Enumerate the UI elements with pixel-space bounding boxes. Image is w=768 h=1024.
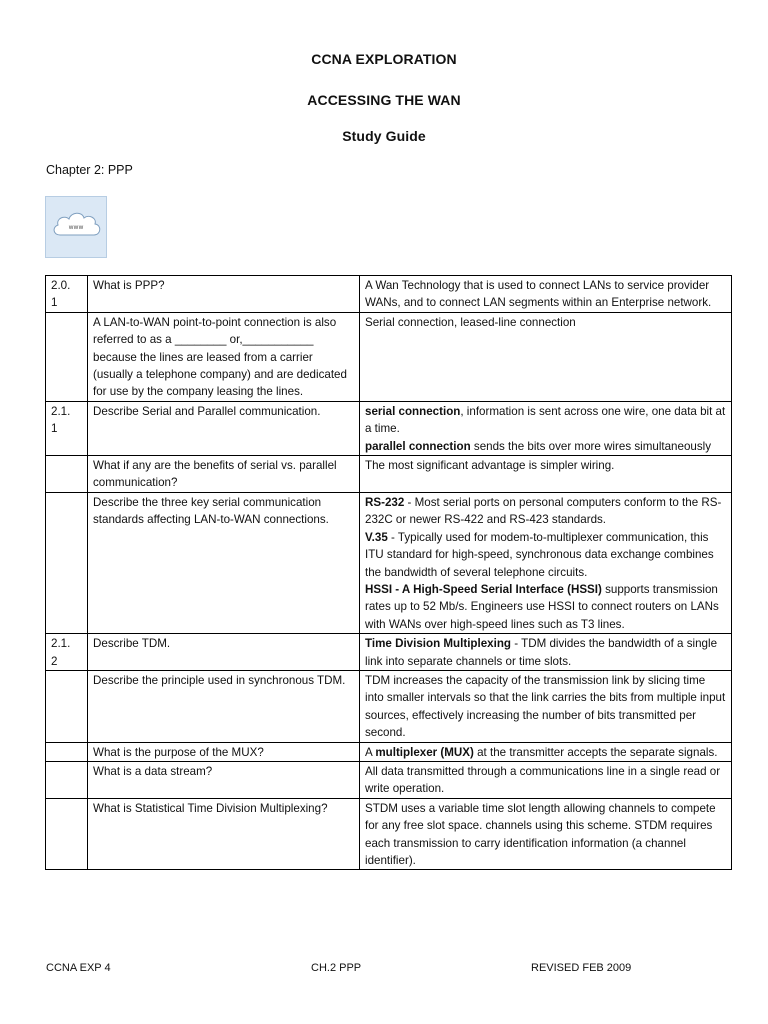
table-row bbox=[46, 312, 732, 401]
answer-cell: serial connection, information is sent across one wire, one data bit at a time. parallel connection sends the bits over more wires simultaneously bbox=[360, 401, 732, 455]
question-cell: What is a data stream? bbox=[88, 761, 360, 798]
question-cell: A LAN-to-WAN point-to-point connection is also referred to as a ________ or,___________ because the lines are leased from a carrier (usually a telephone company) and are dedicated for use by the company leasing the lines. bbox=[88, 312, 360, 401]
table-row bbox=[46, 276, 732, 313]
question-cell: Describe TDM. bbox=[88, 634, 360, 671]
answer-cell: A Wan Technology that is used to connect LANs to service provider WANs, and to connect LAN segments within an Enterprise network. bbox=[360, 276, 732, 313]
footer-right: REVISED FEB 2009 bbox=[531, 962, 632, 974]
section-number bbox=[46, 456, 88, 493]
answer-cell: The most significant advantage is simpler wiring. bbox=[360, 456, 732, 493]
table-row bbox=[46, 761, 732, 798]
cloud-image bbox=[45, 196, 107, 258]
table-row bbox=[46, 670, 732, 742]
answer-cell: RS-232 - Most serial ports on personal computers conform to the RS-232C or newer RS-422 and RS-423 standards. V.35 - Typically used for modem-to-multiplexer communication, this ITU standard for high-speed, synchronous data exchange combines the bandwidth of several telephone circuits. HSSI - A High-Speed Serial Interface (HSSI) supports transmission rates up to 52 Mb/s. Engineers use HSSI to connect routers on LANs with WANs over high-speed lines such as T3 lines. bbox=[360, 492, 732, 633]
table-row bbox=[46, 401, 732, 455]
table-row bbox=[46, 798, 732, 870]
section-number: 2.1. 1 bbox=[46, 401, 88, 455]
answer-cell: Serial connection, leased-line connection bbox=[360, 312, 732, 401]
question-cell: What is the purpose of the MUX? bbox=[88, 742, 360, 761]
cloud-icon bbox=[50, 209, 104, 243]
footer-left: CCNA EXP 4 bbox=[46, 962, 111, 974]
study-guide-table bbox=[45, 275, 732, 870]
table-row bbox=[46, 456, 732, 493]
question-cell: Describe the principle used in synchronous TDM. bbox=[88, 670, 360, 742]
section-number bbox=[46, 492, 88, 633]
table-row bbox=[46, 492, 732, 633]
doc-guide-label: Study Guide bbox=[342, 128, 426, 144]
footer-center: CH.2 PPP bbox=[311, 962, 362, 974]
doc-title: CCNA EXPLORATION bbox=[311, 51, 457, 67]
answer-cell: TDM increases the capacity of the transmission link by slicing time into smaller intervals so that the link carries the bits from multiple input sources, effectively increasing the number of bits transmitted per second. bbox=[360, 670, 732, 742]
question-cell: What is PPP? bbox=[88, 276, 360, 313]
answer-cell: STDM uses a variable time slot length allowing channels to compete for any free slot space. channels using this scheme. STDM requires each transmission to carry identification information (a channel identifier). bbox=[360, 798, 732, 870]
answer-cell: All data transmitted through a communications line in a single read or write operation. bbox=[360, 761, 732, 798]
section-number bbox=[46, 742, 88, 761]
section-number: 2.1. 2 bbox=[46, 634, 88, 671]
table-row bbox=[46, 742, 732, 761]
section-number bbox=[46, 670, 88, 742]
section-number: 2.0. 1 bbox=[46, 276, 88, 313]
section-number bbox=[46, 312, 88, 401]
answer-cell: Time Division Multiplexing - TDM divides the bandwidth of a single link into separate channels or time slots. bbox=[360, 634, 732, 671]
question-cell: Describe the three key serial communication standards affecting LAN-to-WAN connections. bbox=[88, 492, 360, 633]
section-number bbox=[46, 798, 88, 870]
chapter-heading: Chapter 2: PPP bbox=[46, 163, 133, 177]
section-number bbox=[46, 761, 88, 798]
table-row bbox=[46, 634, 732, 671]
doc-subtitle: ACCESSING THE WAN bbox=[307, 92, 461, 108]
cloud-label: www bbox=[68, 224, 84, 231]
question-cell: What is Statistical Time Division Multiplexing? bbox=[88, 798, 360, 870]
question-cell: Describe Serial and Parallel communication. bbox=[88, 401, 360, 455]
answer-cell: A multiplexer (MUX) at the transmitter accepts the separate signals. bbox=[360, 742, 732, 761]
question-cell: What if any are the benefits of serial vs. parallel communication? bbox=[88, 456, 360, 493]
